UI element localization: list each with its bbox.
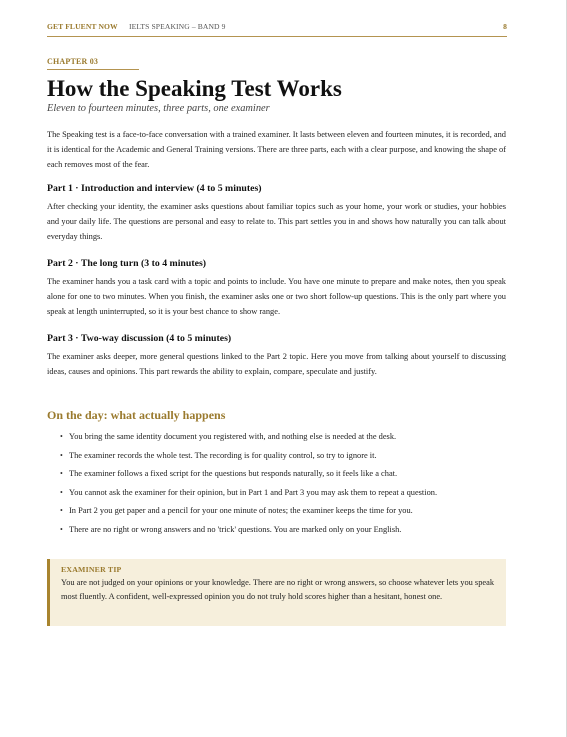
tip-text: You are not judged on your opinions or your knowledge. There are no right or wrong answers, so choose whatever lets you speak most fluently. A confident, well-expressed opinion you do not truly hold scores higher than a hesitant, honest one. (61, 578, 495, 601)
page-subtitle: Eleven to fourteen minutes, three parts, one examiner (47, 103, 270, 114)
bullet-icon: • (60, 524, 63, 534)
section-text-part-2: The examiner hands you a task card with a topic and points to include. You have one minute to prepare and make notes, then you speak alone for one to two minutes. When you finish, the examiner asks one or two short follow-up questions. This is the only part where you speak at length uninterrupted, so it is your best chance to show range. (47, 277, 506, 316)
list-item: • There are no right or wrong answers and no 'trick' questions. You are marked only on your English. (47, 522, 506, 537)
bullet-icon: • (60, 450, 63, 460)
list-item: • In Part 2 you get paper and a pencil for your one minute of notes; the examiner keeps the time for you. (47, 503, 506, 518)
tip-label: EXAMINER TIP (61, 565, 122, 574)
list-item: • You cannot ask the examiner for their opinion, but in Part 1 and Part 3 you may ask them to repeat a question. (47, 485, 506, 500)
chapter-label: CHAPTER 03 (47, 57, 99, 66)
bullet-icon: • (60, 469, 63, 478)
examiner-tip-callout (47, 559, 506, 626)
chapter-divider (47, 69, 139, 70)
bullet-icon: • (60, 506, 63, 515)
on-the-day-heading: On the day: what actually happens (47, 408, 226, 422)
page-number: 8 (503, 22, 507, 31)
list-item: • The examiner records the whole test. The recording is for quality control, so try to ignore it. (47, 448, 506, 463)
bullet-icon: • (60, 432, 63, 441)
header-brand: GET FLUENT NOW (47, 22, 118, 31)
page-title: How the Speaking Test Works (47, 76, 342, 101)
section-heading-part-2: Part 2 · The long turn (3 to 4 minutes) (47, 258, 207, 269)
section-heading-part-1: Part 1 · Introduction and interview (4 to 5 minutes) (47, 183, 262, 194)
running-header (47, 22, 507, 36)
section-text-part-1: After checking your identity, the examiner asks questions about familiar topics such as your home, your work or studies, your hobbies and your daily life. The questions are personal and easy to relate to. This part settles you in and shows how naturally you can talk about everyday things. (47, 202, 506, 241)
bullet-icon: • (60, 487, 63, 497)
header-book-title: IELTS SPEAKING – BAND 9 (129, 22, 226, 31)
section-heading-part-3: Part 3 · Two-way discussion (4 to 5 minutes) (47, 333, 232, 344)
list-item: • The examiner follows a fixed script for the questions but responds naturally, so it feels like a chat. (47, 466, 506, 481)
on-the-day-list (47, 429, 506, 540)
list-item: • You bring the same identity document you registered with, and nothing else is needed at the desk. (47, 429, 506, 444)
header-divider (47, 36, 507, 37)
intro-paragraph: The Speaking test is a face-to-face conversation with a trained examiner. It lasts between eleven and fourteen minutes, it is recorded, and it is identical for the Academic and General Training versions. There are three parts, each with a clear purpose, and knowing the shape of each removes most of the fear. (47, 130, 506, 169)
section-text-part-3: The examiner asks deeper, more general questions linked to the Part 2 topic. Here you move from talking about yourself to discussing ideas, causes and opinions. This part rewards the ability to explain, compare, speculate and justify. (47, 352, 506, 376)
